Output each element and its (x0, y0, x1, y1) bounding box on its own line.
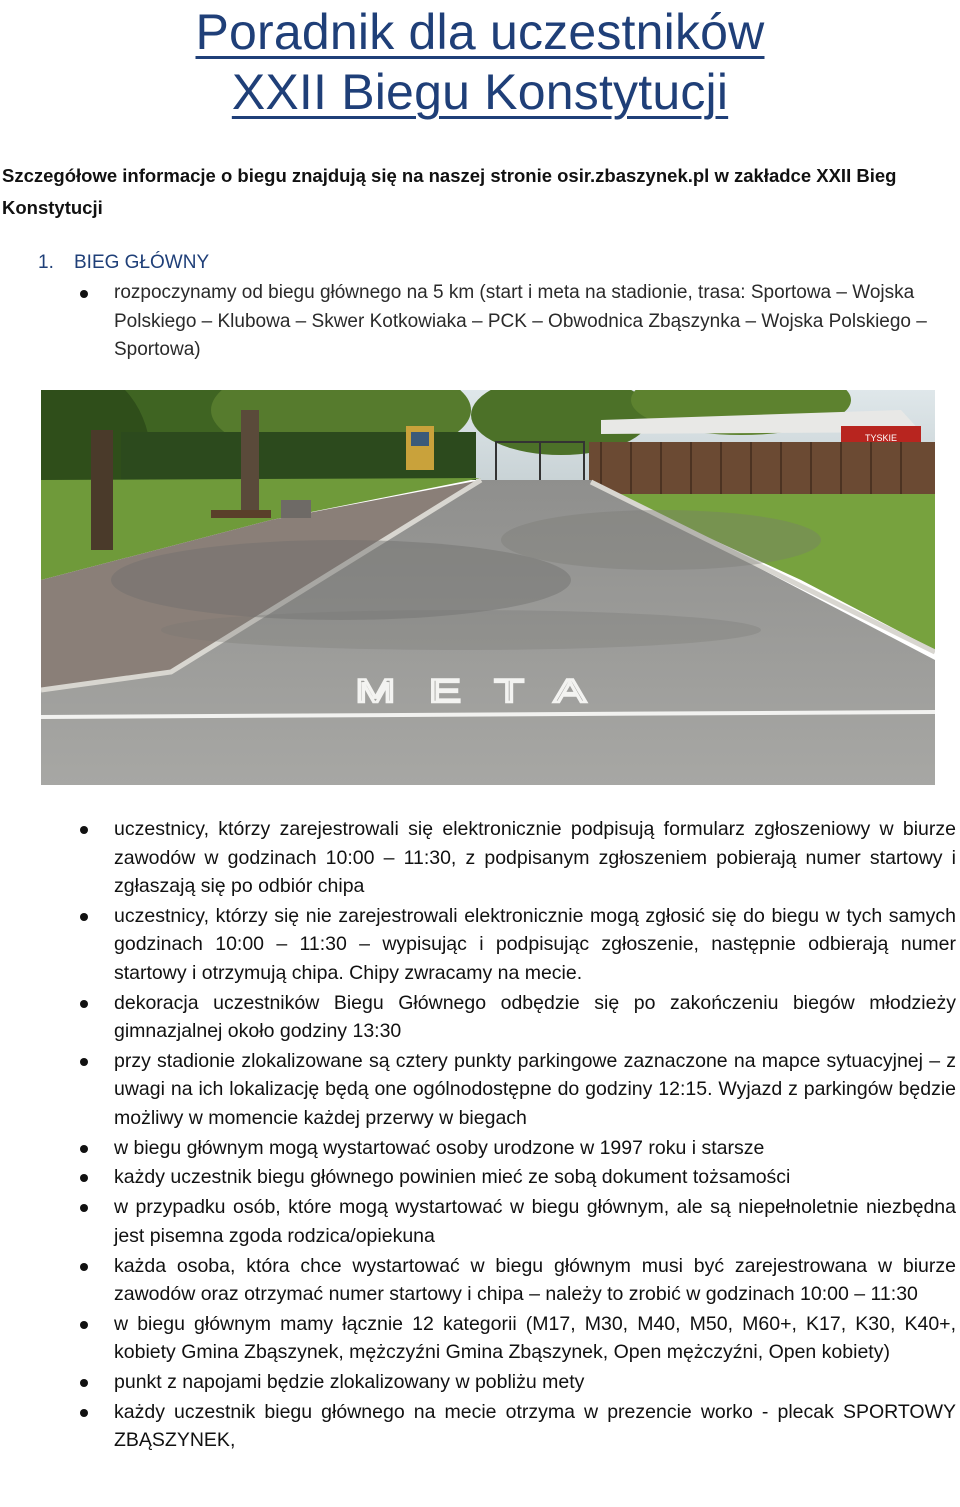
list-item (0, 1368, 958, 1397)
bullet-dot-icon (80, 1058, 88, 1066)
title-line-1: Poradnik dla uczestników (195, 4, 765, 60)
list-item-text: punkt z napojami będzie zlokalizowany w pobliżu mety (114, 1371, 585, 1394)
list-item (0, 279, 958, 365)
road-meta-text: META (355, 672, 620, 710)
page-title (0, 0, 960, 122)
list-item-text: każdy uczestnik biegu głównego na mecie otrzyma w prezencie worko - plecak SPORTOWY ZBĄSZYNEK, (114, 1400, 956, 1452)
bullet-dot-icon (80, 1379, 88, 1387)
section-heading (38, 248, 209, 278)
list-item (0, 1252, 958, 1309)
bullet-dot-icon (80, 1409, 88, 1417)
list-item-text: każdy uczestnik biegu głównego powinien mieć ze sobą dokument tożsamości (114, 1166, 791, 1189)
route-text: rozpoczynamy od biegu głównego na 5 km (start i meta na stadionie, trasa: Sportowa – Wojska Polskiego – Klubowa – Skwer Kotkowiaka – PCK – Obwodnica Zbąszynka – Wojska Polskiego – Sportowa) (114, 282, 927, 360)
bullet-dot-icon (80, 826, 88, 834)
list-item (0, 1163, 958, 1192)
bullet-dot-icon (80, 1145, 88, 1153)
bullet-dot-icon (80, 913, 88, 921)
finish-line-photo (41, 390, 935, 785)
list-item-text: dekoracja uczestników Biegu Głównego odbędzie się po zakończeniu biegów młodzieży gimnazjalnej około godziny 13:30 (114, 991, 956, 1043)
bullet-dot-icon (80, 290, 88, 298)
list-item (0, 1134, 958, 1163)
list-item (0, 1047, 958, 1133)
bullet-dot-icon (80, 1204, 88, 1212)
list-item-text: uczestnicy, którzy się nie zarejestrowali elektronicznie mogą zgłosić się do biegu w tych samych godzinach 10:00 – 11:30 – wypisując i podpisując zgłoszenie, następnie odbierają numer startowy i otrzymują chipa. Chipy zwracamy na mecie. (114, 904, 956, 984)
pavilion-sign-text: TYSKIE (864, 433, 898, 443)
list-item-text: w biegu głównym mogą wystartować osoby urodzone w 1997 roku i starsze (114, 1136, 765, 1159)
section-number: 1. (38, 252, 54, 273)
route-list (0, 279, 958, 365)
list-item (0, 1310, 958, 1367)
bullet-dot-icon (80, 1263, 88, 1271)
bullet-dot-icon (80, 1000, 88, 1008)
info-list (0, 815, 958, 1456)
list-item-text: w biegu głównym mamy łącznie 12 kategorii (M17, M30, M40, M50, M60+, K17, K30, K40+, kobiety Gmina Zbąszynek, mężczyźni Gmina Zbąszynek, Open mężczyźni, Open kobiety) (114, 1312, 956, 1364)
list-item (0, 902, 958, 988)
list-item (0, 989, 958, 1046)
bullet-dot-icon (80, 1321, 88, 1329)
section-title: BIEG GŁÓWNY (74, 252, 210, 273)
list-item-text: uczestnicy, którzy zarejestrowali się elektronicznie podpisują formularz zgłoszeniowy w biurze zawodów w godzinach 10:00 – 11:30, z podpisanym zgłoszeniem pobierają numer startowy i zgłaszają się po odbiór chipa (114, 818, 956, 897)
list-item-text: przy stadionie zlokalizowane są cztery punkty parkingowe zaznaczone na mapce sytuacyjnej – z uwagi na ich lokalizację będą one ogólnodostępne do godziny 12:15. Wyjazd z parkingów będzie możliwy w momencie każdej przerwy w biegach (114, 1049, 956, 1129)
intro-text: Szczegółowe informacje o biegu znajdują się na naszej stronie osir.zbaszynek.pl w zakładce XXII Bieg Konstytucji (2, 165, 897, 218)
title-line-2: XXII Biegu Konstytucji (231, 64, 729, 120)
bullet-dot-icon (80, 1174, 88, 1182)
list-item (0, 815, 958, 901)
list-item-text: w przypadku osób, które mogą wystartować w biegu głównym, ale są niepełnoletnie niezbędna jest pisemna zgoda rodzica/opiekuna (114, 1196, 956, 1247)
list-item (0, 1398, 958, 1455)
list-item (0, 1193, 958, 1250)
list-item-text: każda osoba, która chce wystartować w biegu głównym musi być zarejestrowana w biurze zawodów oraz otrzymać numer startowy i chipa – należy to zrobić w godzinach 10:00 – 11:30 (114, 1254, 956, 1306)
